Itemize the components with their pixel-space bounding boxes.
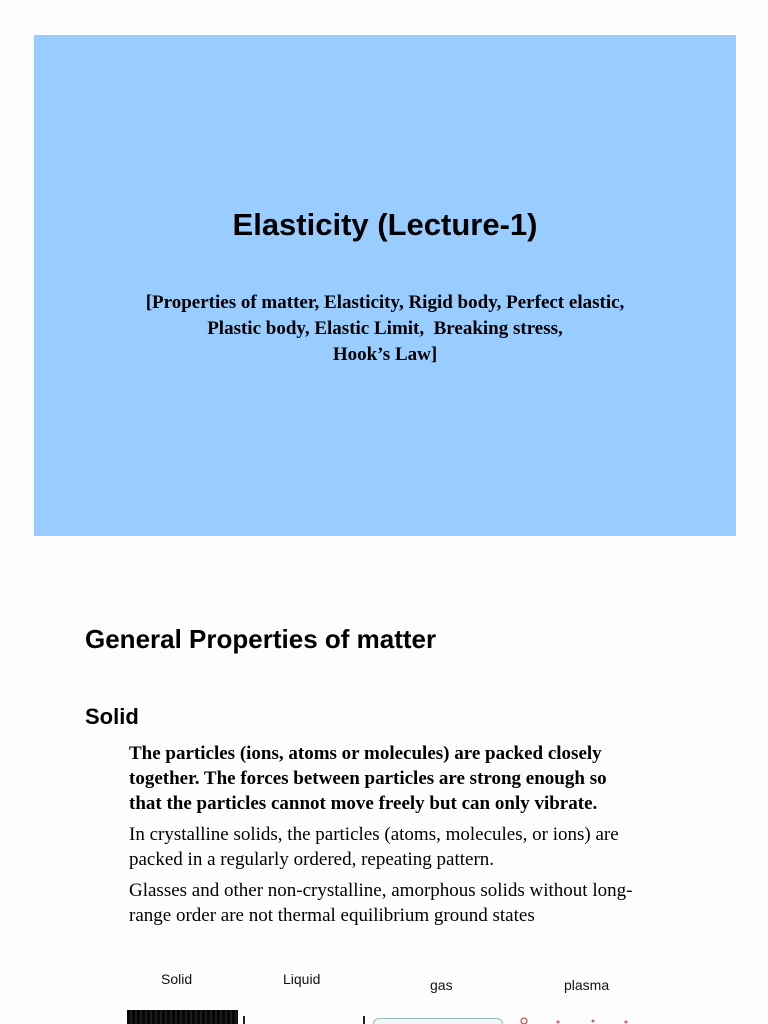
crystalline-paragraph — [129, 822, 719, 872]
liquid-container-edge — [363, 1016, 365, 1024]
topics-line: [Properties of matter, Elasticity, Rigid body, Perfect elastic, — [145, 292, 625, 313]
paragraph-line: In crystalline solids, the particles (atoms, molecules, or ions) are — [129, 824, 619, 845]
section-heading: General Properties of matter — [85, 624, 437, 654]
topics-list — [34, 290, 736, 368]
figure-label-liquid: Liquid — [283, 971, 321, 987]
solid-subheading: Solid — [85, 704, 139, 729]
paragraph-line: together. The forces between particles are strong enough so — [129, 768, 607, 789]
amorphous-paragraph — [129, 878, 719, 928]
figure-label-solid: Solid — [161, 971, 193, 987]
liquid-container-edge — [243, 1016, 245, 1024]
topics-line: Hook’s Law] — [332, 344, 438, 365]
lecture-title: Elasticity (Lecture-1) — [232, 207, 538, 242]
figure-label-gas: gas — [430, 977, 453, 993]
paragraph-line: that the particles cannot move freely but can only vibrate. — [129, 793, 598, 814]
paragraph-line: Glasses and other non-crystalline, amorphous solids without long- — [129, 880, 633, 901]
paragraph-line: The particles (ions, atoms or molecules) are packed closely — [129, 743, 602, 764]
solid-lattice-illustration — [127, 1010, 238, 1024]
solid-bold-paragraph — [129, 741, 719, 816]
paragraph-line: packed in a regularly ordered, repeating pattern. — [129, 849, 495, 870]
figure-label-plasma: plasma — [564, 977, 610, 993]
plasma-illustration — [518, 1016, 638, 1024]
topics-line: Plastic body, Elastic Limit, Breaking stress, — [207, 318, 563, 339]
title-slide — [34, 35, 736, 536]
paragraph-line: range order are not thermal equilibrium ground states — [129, 905, 535, 926]
gas-container-illustration — [373, 1018, 503, 1024]
